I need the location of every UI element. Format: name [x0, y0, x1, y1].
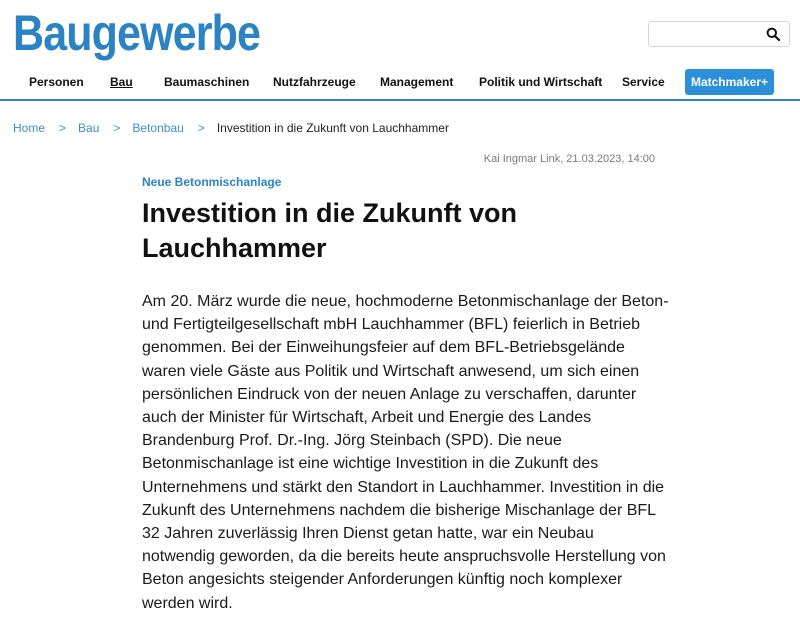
nav-item-management[interactable]: Management — [380, 75, 454, 89]
chevron-right-icon: > — [59, 121, 67, 135]
body-line: Beton angesichts steigender Anforderungen künftig noch komplexer — [142, 571, 623, 589]
breadcrumb-bau[interactable]: Bau — [78, 121, 100, 135]
nav-item-politik-und-wirtschaft[interactable]: Politik und Wirtschaft — [479, 75, 603, 89]
article-kicker: Neue Betonmischanlage — [142, 175, 282, 189]
chevron-right-icon: > — [113, 121, 121, 135]
chevron-right-icon: > — [197, 121, 205, 135]
body-line: Zukunft des Unternehmens nachdem die bisherige Mischanlage der BFL — [142, 501, 657, 519]
body-line: Am 20. März wurde die neue, hochmoderne Betonmischanlage der Beton- — [142, 293, 669, 310]
search-box[interactable] — [648, 21, 790, 47]
breadcrumb-home[interactable]: Home — [13, 121, 46, 135]
breadcrumb-current: Investition in die Zukunft von Lauchhammer — [216, 121, 449, 135]
article-byline: Kai Ingmar Link, 21.03.2023, 14:00 — [483, 153, 655, 165]
search-input[interactable] — [653, 25, 763, 43]
breadcrumb-betonbau[interactable]: Betonbau — [132, 121, 184, 135]
body-line: notwendig geworden, da die bereits heute anspruchsvolle Herstellung von — [142, 548, 666, 566]
body-line: Brandenburg Prof. Dr.-Ing. Jörg Steinbach (SPD). Die neue — [142, 432, 562, 450]
nav-item-personen[interactable]: Personen — [29, 75, 84, 89]
nav-item-service[interactable]: Service — [622, 75, 665, 89]
body-line: werden wird. — [142, 594, 233, 612]
site-logo[interactable]: Baugewerbe — [13, 5, 261, 61]
body-line: auch der Minister für Wirtschaft, Arbeit und Energie des Landes — [142, 409, 592, 427]
search-icon[interactable] — [766, 27, 780, 41]
body-line: persönlichen Eindruck von der neuen Anlage zu verschaffen, darunter — [142, 385, 637, 403]
nav-item-baumaschinen[interactable]: Baumaschinen — [164, 75, 250, 89]
main-nav — [0, 68, 800, 101]
nav-item-nutzfahrzeuge[interactable]: Nutzfahrzeuge — [273, 75, 356, 89]
matchmaker-button[interactable]: Matchmaker+ — [685, 69, 774, 95]
body-line: genommen. Bei der Einweihungsfeier auf dem BFL-Betriebsgelände — [142, 339, 625, 357]
body-line: 32 Jahren zuverlässig Ihren Dienst getan hatte, war ein Neubau — [142, 525, 594, 543]
nav-item-bau[interactable]: Bau — [110, 75, 133, 89]
article-title: Investition in die Zukunft von Lauchhammer — [142, 198, 517, 263]
article-body — [142, 290, 669, 615]
body-line: Unternehmens und stärkt den Standort in Lauchhammer. Investition in die — [142, 478, 665, 496]
body-line: Betonmischanlage ist eine wichtige Investition in die Zukunft des — [142, 455, 599, 473]
breadcrumb — [13, 121, 449, 135]
body-line: und Fertigteilgesellschaft mbH Lauchhammer (BFL) feierlich in Betrieb — [142, 316, 640, 334]
body-line: waren viele Gäste aus Politik und Wirtschaft anwesend, um sich einen — [142, 362, 640, 380]
